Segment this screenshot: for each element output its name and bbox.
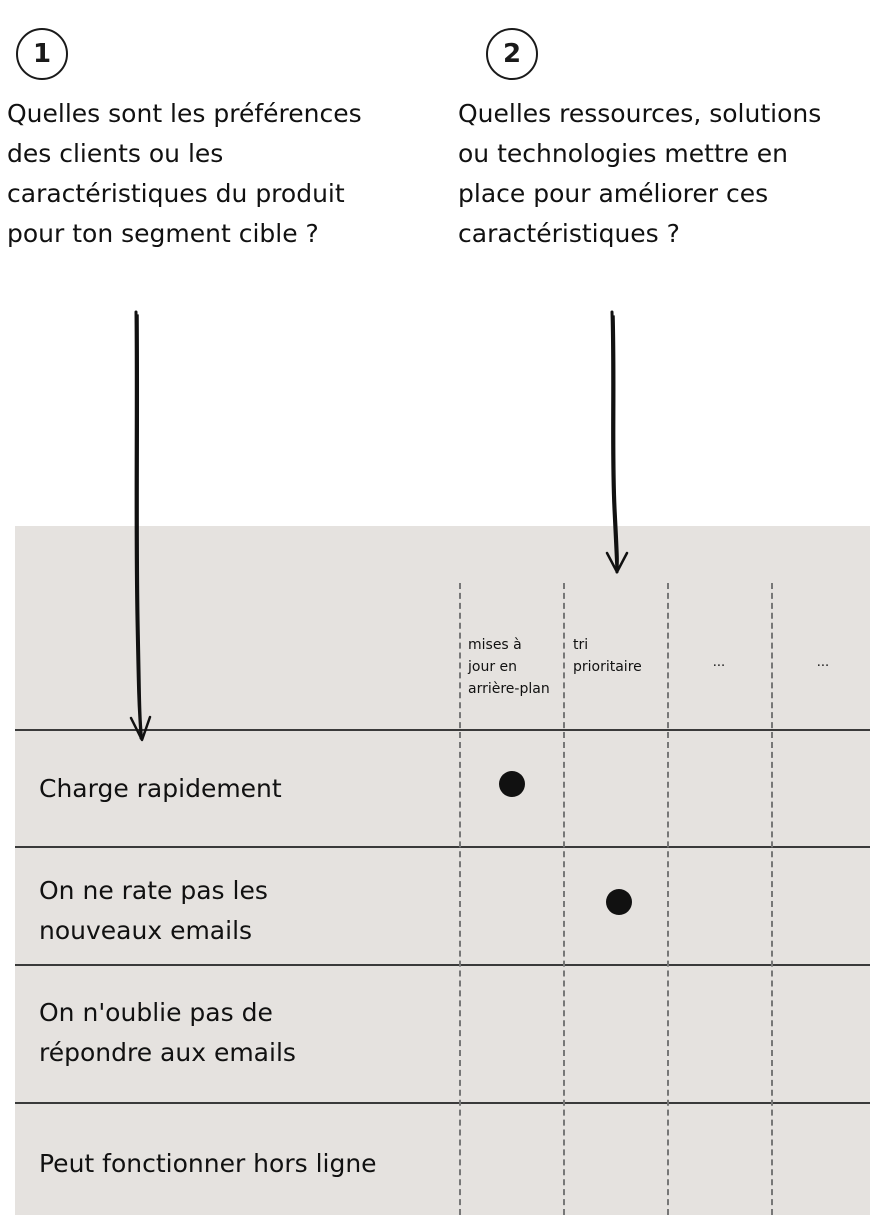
step-2-number-badge: 2	[486, 28, 538, 80]
row-label-no-missed-emails: On ne rate pas les nouveaux emails	[39, 876, 268, 945]
row-label-reply-reminder: On n'oublie pas de répondre aux emails	[39, 998, 296, 1067]
step-2-question: Quelles ressources, solutions ou technologies mettre en place pour améliorer ces caractéristiques ?	[458, 99, 822, 248]
row-label-fast-loading: Charge rapidement	[39, 774, 282, 803]
column-header-placeholder: ...	[712, 655, 726, 670]
step-1-question: Quelles sont les préférences des clients ou les caractéristiques du produit pour ton segment cible ?	[7, 99, 362, 248]
column-header-priority-sort: tri prioritaire	[573, 637, 642, 675]
arrow-to-rows	[131, 312, 150, 740]
step-1-number-badge: 1	[16, 28, 68, 80]
row-label-offline-mode: Peut fonctionner hors ligne	[39, 1149, 377, 1178]
column-header-background-updates: mises à jour en arrière-plan	[468, 637, 550, 697]
column-header-placeholder: ...	[816, 655, 830, 670]
arrow-to-columns	[607, 312, 627, 572]
